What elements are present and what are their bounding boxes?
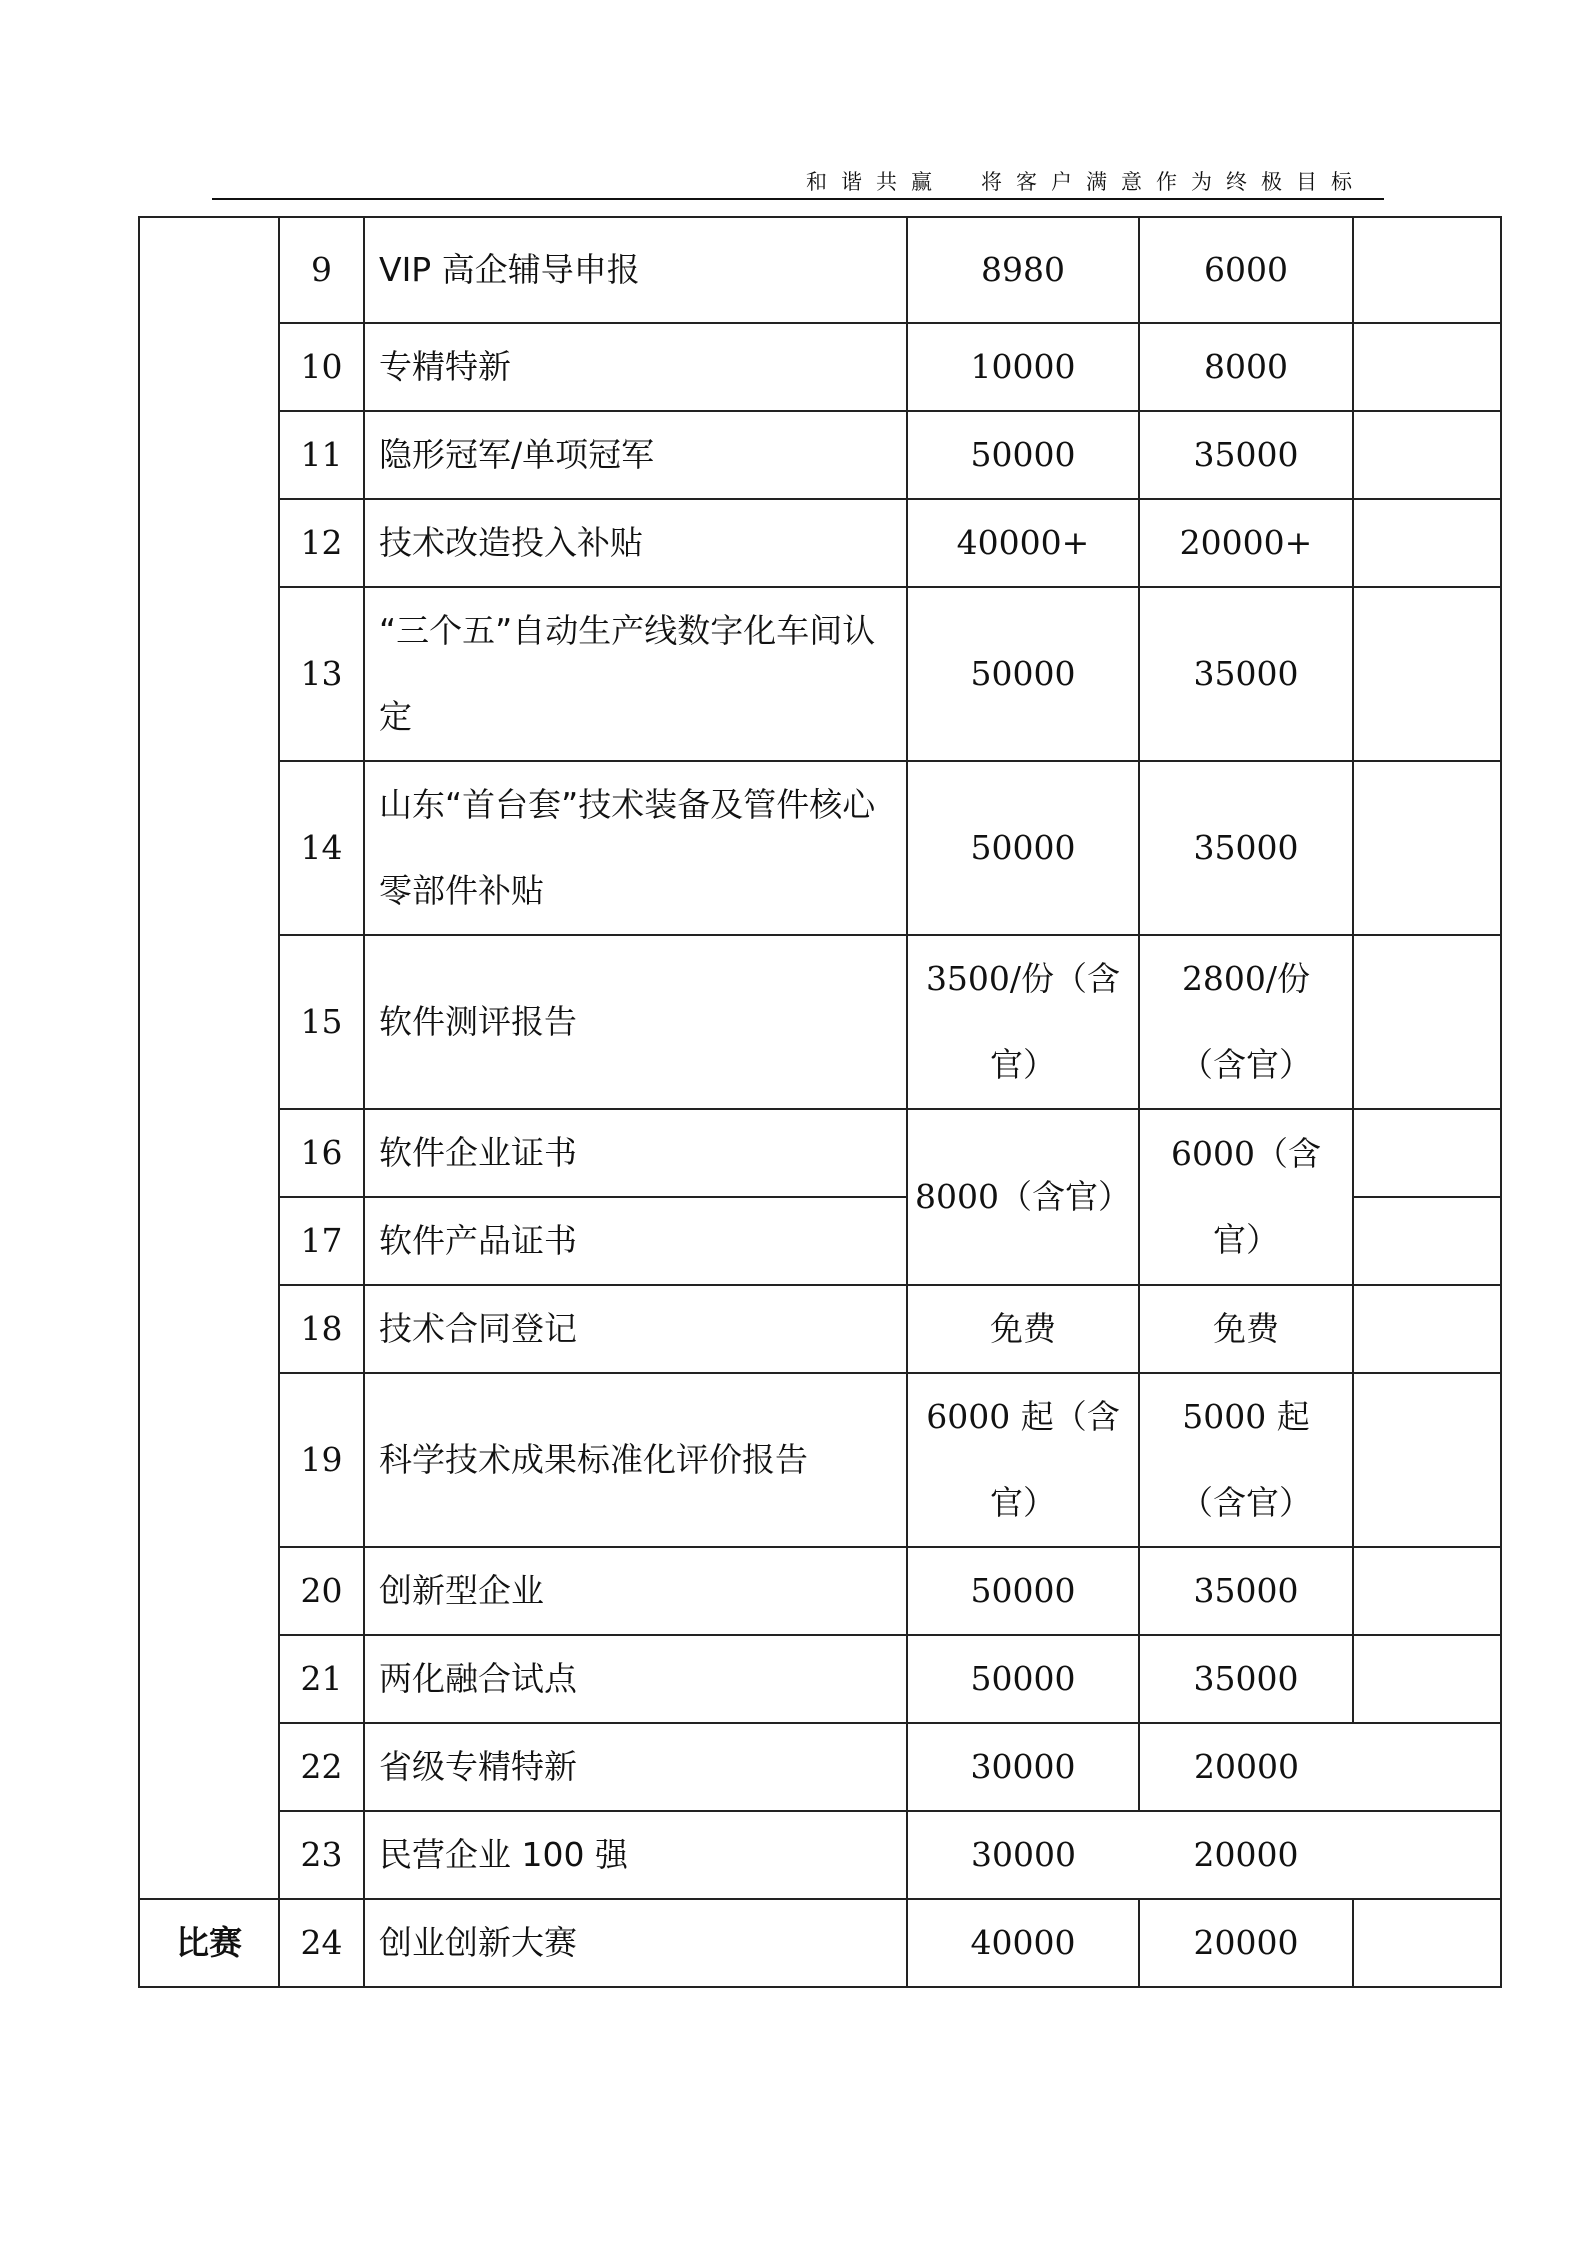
row-number: 11	[279, 411, 364, 499]
remark-cell	[1353, 1285, 1501, 1373]
row-number: 10	[279, 323, 364, 411]
remark-cell	[1353, 935, 1501, 1109]
remark-cell	[1353, 1635, 1501, 1723]
remark-cell	[1353, 1723, 1501, 1811]
price2-value: 6000（含官）	[1171, 1134, 1321, 1259]
remark-cell	[1353, 323, 1501, 411]
price2-cell: 免费	[1139, 1285, 1353, 1373]
price2-cell: 20000	[1139, 1899, 1353, 1987]
table-row	[139, 1373, 1501, 1547]
price-cell: 50000	[907, 587, 1139, 761]
row-number: 16	[279, 1109, 364, 1197]
table-row	[139, 1723, 1501, 1811]
table-row	[139, 935, 1501, 1109]
service-name: 软件产品证书	[364, 1197, 907, 1285]
price-value: 3500/份（含官）	[925, 959, 1121, 1084]
header-slogan: 和谐共赢 将客户满意作为终极目标	[806, 170, 1366, 194]
table-row	[139, 1635, 1501, 1723]
service-fee-table	[138, 216, 1502, 1988]
category-cell-empty	[139, 217, 279, 1899]
row-number: 12	[279, 499, 364, 587]
price2-cell: 20000+	[1139, 499, 1353, 587]
remark-cell	[1353, 1899, 1501, 1987]
table-row	[139, 1899, 1501, 1987]
category-cell: 比赛	[139, 1899, 279, 1987]
row-number: 19	[279, 1373, 364, 1547]
price-cell: 10000	[907, 323, 1139, 411]
table-row	[139, 1811, 1501, 1899]
service-name: 创业创新大赛	[364, 1899, 907, 1987]
service-name-cell	[364, 587, 907, 761]
price-cell: 50000	[907, 1547, 1139, 1635]
remark-cell	[1353, 1547, 1501, 1635]
price-cell-merged: 8000（含官）	[907, 1109, 1139, 1285]
service-name: VIP 高企辅导申报	[364, 217, 907, 323]
remark-cell	[1353, 217, 1501, 323]
price-cell: 8980	[907, 217, 1139, 323]
remark-cell	[1353, 1197, 1501, 1285]
price-cell: 免费	[907, 1285, 1139, 1373]
row-number: 13	[279, 587, 364, 761]
remark-cell	[1353, 587, 1501, 761]
price-cell	[907, 1373, 1139, 1547]
service-name: 省级专精特新	[364, 1723, 907, 1811]
price2-cell: 20000	[1139, 1723, 1353, 1811]
price2-cell: 35000	[1139, 761, 1353, 935]
price2-cell: 35000	[1139, 587, 1353, 761]
service-name: 科学技术成果标准化评价报告	[364, 1373, 907, 1547]
row-number: 20	[279, 1547, 364, 1635]
service-name: 两化融合试点	[364, 1635, 907, 1723]
price2-cell: 20000	[1139, 1811, 1353, 1899]
row-number: 21	[279, 1635, 364, 1723]
service-name: “三个五”自动生产线数字化车间认定	[379, 611, 876, 736]
price2-cell: 35000	[1139, 411, 1353, 499]
row-number: 22	[279, 1723, 364, 1811]
price-cell: 30000	[907, 1811, 1139, 1899]
row-number: 15	[279, 935, 364, 1109]
table-row	[139, 217, 1501, 323]
table-row	[139, 411, 1501, 499]
remark-cell	[1353, 1373, 1501, 1547]
remark-cell	[1353, 1811, 1501, 1899]
service-name: 软件测评报告	[364, 935, 907, 1109]
row-number: 23	[279, 1811, 364, 1899]
service-name: 山东“首台套”技术装备及管件核心零部件补贴	[379, 785, 876, 910]
table-row	[139, 499, 1501, 587]
price-cell: 50000	[907, 761, 1139, 935]
row-number: 24	[279, 1899, 364, 1987]
row-number: 17	[279, 1197, 364, 1285]
price-cell: 50000	[907, 1635, 1139, 1723]
service-name: 隐形冠军/单项冠军	[364, 411, 907, 499]
row-number: 18	[279, 1285, 364, 1373]
service-name: 创新型企业	[364, 1547, 907, 1635]
price2-value: 5000 起（含官）	[1180, 1397, 1312, 1522]
service-name: 民营企业 100 强	[364, 1811, 907, 1899]
remark-cell	[1353, 411, 1501, 499]
price-cell: 30000	[907, 1723, 1139, 1811]
table-row	[139, 1547, 1501, 1635]
price2-cell	[1139, 935, 1353, 1109]
row-number: 9	[279, 217, 364, 323]
remark-cell	[1353, 1109, 1501, 1197]
price-cell: 40000+	[907, 499, 1139, 587]
table-row	[139, 587, 1501, 761]
price-value: 6000 起（含官）	[926, 1397, 1120, 1522]
table-row	[139, 1285, 1501, 1373]
price-cell	[907, 935, 1139, 1109]
price-cell: 50000	[907, 411, 1139, 499]
price-cell: 40000	[907, 1899, 1139, 1987]
remark-cell	[1353, 761, 1501, 935]
price2-cell: 35000	[1139, 1635, 1353, 1723]
service-name-cell	[364, 761, 907, 935]
table-row	[139, 761, 1501, 935]
service-name: 技术合同登记	[364, 1285, 907, 1373]
page-header	[212, 160, 1384, 200]
table-row	[139, 1109, 1501, 1197]
table-row	[139, 323, 1501, 411]
price2-value: 2800/份（含官）	[1180, 959, 1312, 1084]
remark-cell	[1353, 499, 1501, 587]
price2-cell	[1139, 1373, 1353, 1547]
row-number: 14	[279, 761, 364, 935]
service-name: 专精特新	[364, 323, 907, 411]
service-name: 技术改造投入补贴	[364, 499, 907, 587]
price2-cell: 6000	[1139, 217, 1353, 323]
price2-cell: 8000	[1139, 323, 1353, 411]
service-name: 软件企业证书	[364, 1109, 907, 1197]
price2-cell: 35000	[1139, 1547, 1353, 1635]
price2-cell-merged	[1139, 1109, 1353, 1285]
